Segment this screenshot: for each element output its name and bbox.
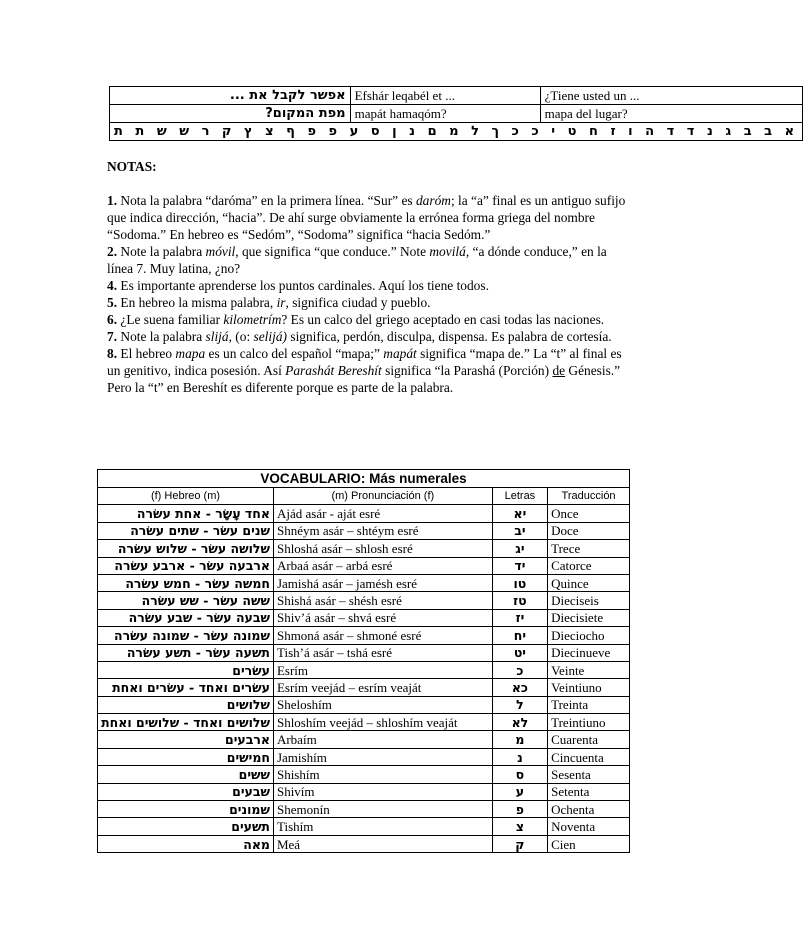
vocabulary-row — [98, 835, 630, 852]
vocab-translation: Cincuenta — [548, 748, 630, 765]
vocab-hebrew: ששה עשׂר - שש עשׂרה — [98, 592, 274, 609]
vocabulary-row — [98, 679, 630, 696]
vocab-translation: Diecisiete — [548, 609, 630, 626]
vocab-hebrew: ארבעים — [98, 731, 274, 748]
vocab-letters: נ — [492, 748, 547, 765]
vocab-hebrew: שבעה עשׂר - שבע עשׂרה — [98, 609, 274, 626]
phrase-row — [110, 87, 803, 105]
hebrew-alphabet: א ב ב ג נ ד ד ה ו ז ח ט י כ כ ך ל מ ם נ ן ס ע פ פ ף צ ץ ק ר ש ש ת ת — [110, 123, 803, 141]
vocabulary-row — [98, 661, 630, 678]
vocabulary-row — [98, 818, 630, 835]
vocab-hebrew: עשׂרים — [98, 661, 274, 678]
vocab-pronunciation: Shloshá asár – shlosh esré — [273, 540, 492, 557]
vocab-hebrew: תשעה עשׂר - תשע עשׂרה — [98, 644, 274, 661]
vocab-letters: כ — [492, 661, 547, 678]
note-item — [107, 294, 627, 311]
vocab-hebrew: תשעים — [98, 818, 274, 835]
vocab-letters: צ — [492, 818, 547, 835]
vocab-pronunciation: Shishím — [273, 766, 492, 783]
vocabulary-row — [98, 505, 630, 522]
vocab-hebrew: עשׂרים ואחד - עשׂרים ואחת — [98, 679, 274, 696]
vocab-pronunciation: Jamishá asár – jamésh esré — [273, 574, 492, 591]
vocab-letters: יט — [492, 644, 547, 661]
phrase-spanish: mapa del lugar? — [540, 105, 802, 123]
vocab-pronunciation: Shloshím veejád – shloshím veaját — [273, 714, 492, 731]
vocab-translation: Once — [548, 505, 630, 522]
vocab-letters: טו — [492, 574, 547, 591]
vocab-letters: טז — [492, 592, 547, 609]
vocab-letters: יב — [492, 522, 547, 539]
phrase-hebrew: אפשר לקבל את ... — [110, 87, 351, 105]
note-item — [107, 192, 627, 243]
note-text: Note la palabra móvil, que significa “que conduce.” Note movilá, “a dónde conduce,” en la línea 7. Muy latina, ¿no? — [107, 244, 607, 276]
vocab-hebrew: שבעים — [98, 783, 274, 800]
header-letters: Letras — [492, 488, 547, 505]
vocab-pronunciation: Tish’á asár – tshá esré — [273, 644, 492, 661]
vocab-letters: ע — [492, 783, 547, 800]
vocab-pronunciation: Meá — [273, 835, 492, 852]
note-text: Es importante aprenderse los puntos cardinales. Aquí los tiene todos. — [117, 278, 489, 293]
phrase-spanish: ¿Tiene usted un ... — [540, 87, 802, 105]
vocab-hebrew: שלושה עשׂר - שלוש עשׂרה — [98, 540, 274, 557]
vocabulary-row — [98, 696, 630, 713]
vocab-pronunciation: Sheloshím — [273, 696, 492, 713]
vocab-translation: Cuarenta — [548, 731, 630, 748]
note-number: 6. — [107, 312, 118, 327]
vocab-translation: Setenta — [548, 783, 630, 800]
vocabulary-row — [98, 609, 630, 626]
vocab-pronunciation: Shishá asár – shésh esré — [273, 592, 492, 609]
vocabulary-table — [97, 469, 630, 853]
vocab-translation: Cien — [548, 835, 630, 852]
vocab-translation: Dieciocho — [548, 627, 630, 644]
note-item — [107, 277, 627, 294]
note-number: 4. — [107, 278, 118, 293]
vocab-pronunciation: Shiv’á asár – shvá esré — [273, 609, 492, 626]
vocabulary-row — [98, 748, 630, 765]
vocab-letters: לא — [492, 714, 547, 731]
note-number: 1. — [107, 193, 118, 208]
vocab-pronunciation: Ajád asár - aját esré — [273, 505, 492, 522]
vocab-pronunciation: Jamishím — [273, 748, 492, 765]
vocab-letters: ל — [492, 696, 547, 713]
vocab-letters: יא — [492, 505, 547, 522]
vocabulary-row — [98, 731, 630, 748]
vocab-hebrew: שמונה עשׂר - שמונה עשׂרה — [98, 627, 274, 644]
note-text: Nota la palabra “daróma” en la primera línea. “Sur” es daróm; la “a” final es un antiguo sufijo que indica dirección, “hacia”. De ahí surge obviamente la errónea forma griega del nombre “Sodoma.” En hebreo es “Sedóm”, “Sodoma” significa “hacia Sedóm.” — [107, 193, 626, 242]
header-pronunciation: (m) Pronunciación (f) — [273, 488, 492, 505]
vocabulary-row — [98, 592, 630, 609]
vocabulary-row — [98, 522, 630, 539]
vocab-letters: כא — [492, 679, 547, 696]
vocab-letters: פ — [492, 801, 547, 818]
vocab-translation: Ochenta — [548, 801, 630, 818]
vocab-translation: Diecinueve — [548, 644, 630, 661]
note-item — [107, 345, 627, 396]
note-text: Note la palabra slijá, (o: selijá) significa, perdón, disculpa, dispensa. Es palabra de cortesía. — [117, 329, 612, 344]
header-hebrew: (f) Hebreo (m) — [98, 488, 274, 505]
vocabulary-row — [98, 644, 630, 661]
notes-list — [107, 192, 627, 396]
notes-heading: NOTAS: — [107, 159, 157, 174]
vocab-letters: יח — [492, 627, 547, 644]
vocab-hebrew: ששים — [98, 766, 274, 783]
vocabulary-row — [98, 801, 630, 818]
vocab-pronunciation: Arbaá asár – arbá esré — [273, 557, 492, 574]
vocab-letters: מ — [492, 731, 547, 748]
phrase-transliteration: mapát hamaqóm? — [350, 105, 540, 123]
vocab-translation: Doce — [548, 522, 630, 539]
vocab-letters: יג — [492, 540, 547, 557]
note-number: 2. — [107, 244, 118, 259]
vocab-hebrew: מאה — [98, 835, 274, 852]
vocab-hebrew: ארבעה עשׂר - ארבע עשׂרה — [98, 557, 274, 574]
vocab-letters: ס — [492, 766, 547, 783]
phrase-transliteration: Efshár leqabél et ... — [350, 87, 540, 105]
note-item — [107, 243, 627, 277]
alphabet-row — [110, 123, 803, 141]
vocab-translation: Veintiuno — [548, 679, 630, 696]
note-number: 5. — [107, 295, 118, 310]
vocab-hebrew: אחד עָשָׂר - אחת עשׂרה — [98, 505, 274, 522]
vocab-pronunciation: Shemonín — [273, 801, 492, 818]
vocabulary-row — [98, 540, 630, 557]
vocabulary-row — [98, 627, 630, 644]
note-text: ¿Le suena familiar kilometrím? Es un calco del griego aceptado en casi todas las naciones. — [117, 312, 605, 327]
vocab-hebrew: חמישים — [98, 748, 274, 765]
note-item — [107, 328, 627, 345]
vocab-pronunciation: Tishím — [273, 818, 492, 835]
vocab-letters: יז — [492, 609, 547, 626]
vocab-hebrew: חמשה עשׂר - חמש עשׂרה — [98, 574, 274, 591]
vocabulary-row — [98, 783, 630, 800]
vocab-translation: Trece — [548, 540, 630, 557]
vocab-translation: Noventa — [548, 818, 630, 835]
vocabulary-row — [98, 766, 630, 783]
vocab-hebrew: שלושים ואחד - שלושים ואחת — [98, 714, 274, 731]
vocab-translation: Catorce — [548, 557, 630, 574]
vocab-pronunciation: Esrím veejád – esrím veaját — [273, 679, 492, 696]
note-number: 7. — [107, 329, 118, 344]
note-number: 8. — [107, 346, 118, 361]
vocab-pronunciation: Arbaím — [273, 731, 492, 748]
note-item — [107, 311, 627, 328]
vocab-translation: Dieciseis — [548, 592, 630, 609]
vocab-letters: יד — [492, 557, 547, 574]
vocab-translation: Treinta — [548, 696, 630, 713]
phrase-table — [109, 86, 803, 141]
vocabulary-row — [98, 714, 630, 731]
vocab-translation: Veinte — [548, 661, 630, 678]
vocab-hebrew: שמונים — [98, 801, 274, 818]
vocabulary-title: VOCABULARIO: Más numerales — [98, 470, 630, 488]
phrase-hebrew: מפת המקום? — [110, 105, 351, 123]
header-translation: Traducción — [548, 488, 630, 505]
vocab-translation: Treintiuno — [548, 714, 630, 731]
vocab-translation: Quince — [548, 574, 630, 591]
vocabulary-row — [98, 557, 630, 574]
vocab-pronunciation: Shnéym asár – shtéym esré — [273, 522, 492, 539]
vocab-hebrew: שלושים — [98, 696, 274, 713]
vocab-pronunciation: Shivím — [273, 783, 492, 800]
note-text: El hebreo mapa es un calco del español “mapa;” mapát significa “mapa de.” La “t” al final es un genitivo, indica posesión. Así Parashát Bereshít significa “la Parashá (Porción) de Génesis.” Pero la “t” en Bereshít es diferente porque es parte de la palabra. — [107, 346, 622, 395]
vocab-translation: Sesenta — [548, 766, 630, 783]
vocab-letters: ק — [492, 835, 547, 852]
vocab-hebrew: שנים עשׂר - שתים עשׂרה — [98, 522, 274, 539]
vocab-pronunciation: Shmoná asár – shmoné esré — [273, 627, 492, 644]
note-text: En hebreo la misma palabra, ir, significa ciudad y pueblo. — [117, 295, 431, 310]
vocab-pronunciation: Esrím — [273, 661, 492, 678]
phrase-row — [110, 105, 803, 123]
vocabulary-row — [98, 574, 630, 591]
notes-section — [107, 158, 627, 396]
